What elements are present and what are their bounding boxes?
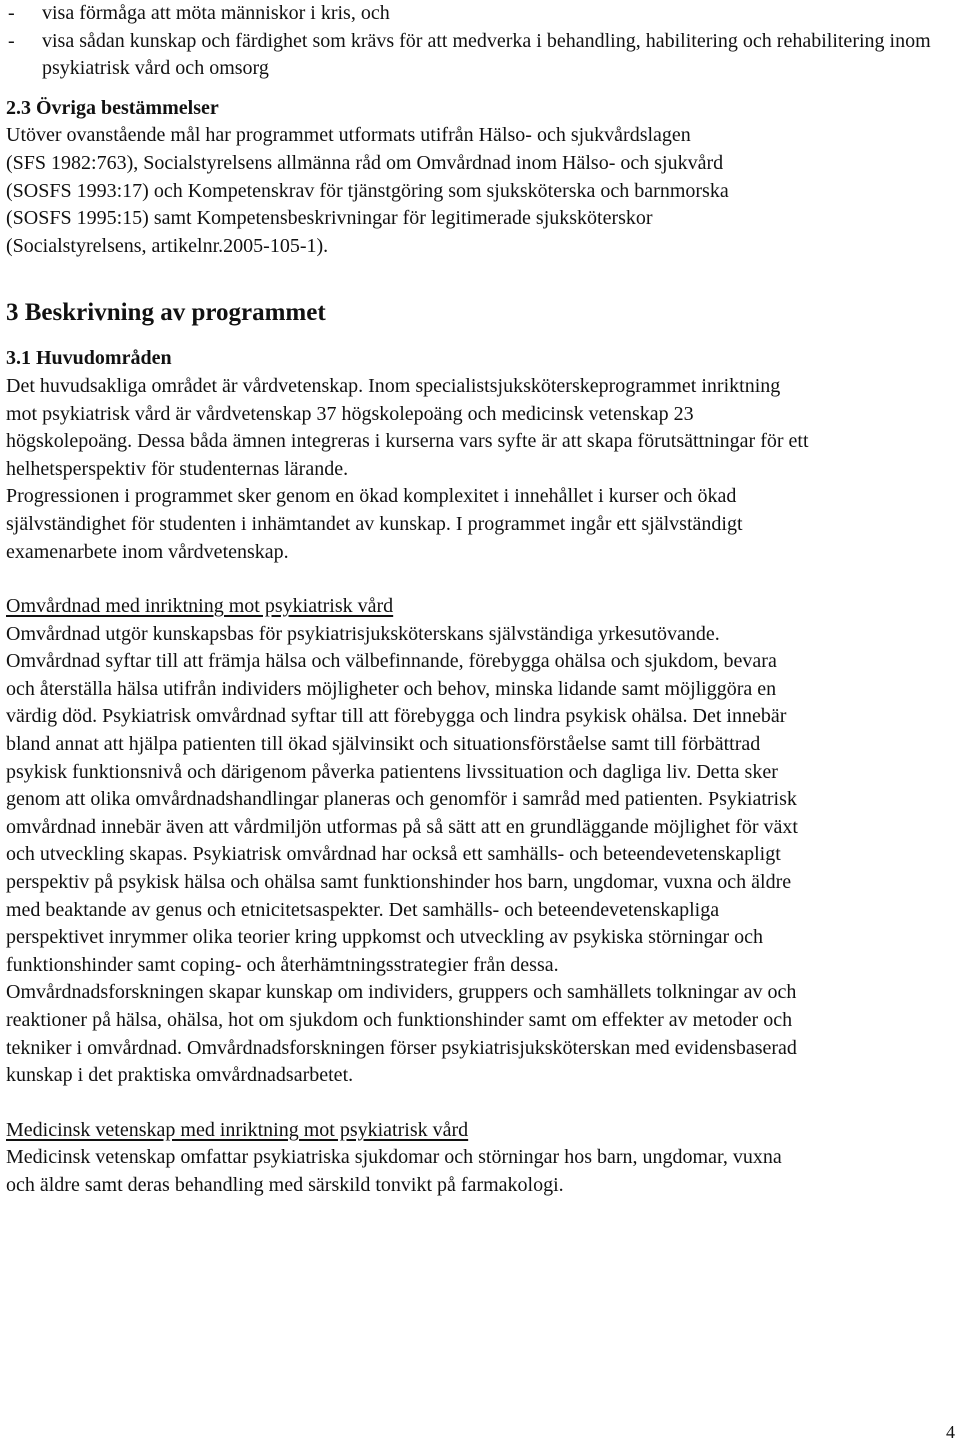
text-line: med beaktande av genus och etnicitetsaspekter. Det samhälls- och beteendevetenskapliga	[6, 898, 720, 921]
section-heading-3-1: 3.1 Huvudområden	[6, 347, 172, 370]
text-line: kunskap i det praktiska omvårdnadsarbetet.	[6, 1064, 354, 1087]
progression-paragraph	[6, 483, 956, 566]
nursing-research-paragraph	[6, 979, 956, 1089]
text-line: perspektivet inrymmer olika teorier kring uppkomst och utveckling av psykiska störningar och	[6, 926, 764, 949]
text-line: Omvårdnad utgör kunskapsbas för psykiatrisjuksköterskans självständiga yrkesutövande.	[6, 622, 720, 645]
text-line: Det huvudsakliga området är vårdvetenskap. Inom specialistsjuksköterskeprogrammet inriktning	[6, 374, 781, 397]
text-line: tekniker i omvårdnad. Omvårdnadsforskningen förser psykiatrisjuksköterskan med evidensbaserad	[6, 1036, 797, 1059]
text-line: perspektiv på psykisk hälsa och ohälsa samt funktionshinder hos barn, ungdomar, vuxna och äldre	[6, 871, 792, 894]
text-line: Omvårdnad syftar till att främja hälsa och välbefinnande, förebygga ohälsa och sjukdom, bevara	[6, 650, 777, 673]
text-line: Progressionen i programmet sker genom en ökad komplexitet i innehållet i kurser och ökad	[6, 485, 737, 508]
list-item-text: visa sådan kunskap och färdighet som krävs för att medverka i behandling, habilitering och rehabilitering inom psykiatrisk vård och omsorg	[42, 29, 931, 80]
medicine-subheading: Medicinsk vetenskap med inriktning mot psykiatrisk vård	[6, 1118, 469, 1141]
list-item-text: visa förmåga att möta människor i kris, och	[42, 2, 390, 24]
text-line: och återställa hälsa utifrån individers möjligheter och behov, minska lidande samt möjliggöra en	[6, 677, 777, 700]
text-line: självständighet för studenten i inhämtandet av kunskap. I programmet ingår ett självständigt	[6, 512, 743, 535]
main-areas-paragraph	[6, 373, 956, 483]
list-marker: -	[8, 2, 15, 24]
text-line: (Socialstyrelsens, artikelnr.2005-105-1).	[6, 234, 329, 257]
text-line: examenarbete inom vårdvetenskap.	[6, 540, 289, 563]
page-number: 4	[946, 1422, 955, 1442]
section-heading-2-3: 2.3 Övriga bestämmelser	[6, 96, 219, 119]
nursing-paragraph	[6, 621, 956, 980]
text-line: Utöver ovanstående mål har programmet utformats utifrån Hälso- och sjukvårdslagen	[6, 124, 691, 147]
text-line: mot psykiatrisk vård är vårdvetenskap 37 högskolepoäng och medicinsk vetenskap 23	[6, 402, 694, 425]
medicine-paragraph	[6, 1144, 956, 1199]
text-line: och utveckling skapas. Psykiatrisk omvårdnad har också ett samhälls- och beteendevetenskapligt	[6, 843, 781, 866]
text-line: högskolepoäng. Dessa båda ämnen integreras i kurserna vars syfte är att skapa förutsättningar för ett	[6, 430, 809, 453]
text-line: helhetsperspektiv för studenternas lärande.	[6, 457, 349, 480]
list-item	[6, 28, 956, 83]
list-item	[6, 0, 956, 28]
text-line: Medicinsk vetenskap omfattar psykiatriska sjukdomar och störningar hos barn, ungdomar, vuxna	[6, 1146, 782, 1169]
document-page	[6, 0, 956, 1200]
text-line: genom att olika omvårdnadshandlingar planeras och genomför i samråd med patienten. Psykiatrisk	[6, 788, 797, 811]
text-line: (SFS 1982:763), Socialstyrelsens allmänna råd om Omvårdnad inom Hälso- och sjukvård	[6, 151, 724, 174]
text-line: värdig död. Psykiatrisk omvårdnad syftar till att förebygga och lindra psykisk ohälsa. Det innebär	[6, 705, 787, 728]
text-line: omvårdnad innebär även att vårdmiljön utformas på så sätt att en grundläggande möjlighet för växt	[6, 815, 798, 838]
nursing-subheading: Omvårdnad med inriktning mot psykiatrisk vård	[6, 595, 394, 618]
section-heading-3: 3 Beskrivning av programmet	[6, 299, 326, 327]
text-line: och äldre samt deras behandling med särskild tonvikt på farmakologi.	[6, 1173, 564, 1196]
text-line: psykisk funktionsnivå och därigenom påverka patientens livssituation och dagliga liv. Detta sker	[6, 760, 778, 783]
text-line: (SOSFS 1995:15) samt Kompetensbeskrivningar för legitimerade sjuksköterskor	[6, 207, 653, 230]
text-line: (SOSFS 1993:17) och Kompetenskrav för tjänstgöring som sjuksköterska och barnmorska	[6, 179, 729, 202]
text-line: funktionshinder samt coping- och återhämtningsstrategier från dessa.	[6, 953, 559, 976]
text-line: reaktioner på hälsa, ohälsa, hot om sjukdom och funktionshinder samt om effekter av metoder och	[6, 1009, 793, 1031]
text-line: bland annat att hjälpa patienten till ökad självinsikt och situationsförståelse samt till förbättrad	[6, 733, 761, 756]
list-marker: -	[8, 29, 15, 52]
regulations-paragraph	[6, 122, 956, 260]
bullet-list	[6, 0, 956, 83]
text-line: Omvårdnadsforskningen skapar kunskap om individers, gruppers och samhällets tolkningar av och	[6, 981, 797, 1004]
